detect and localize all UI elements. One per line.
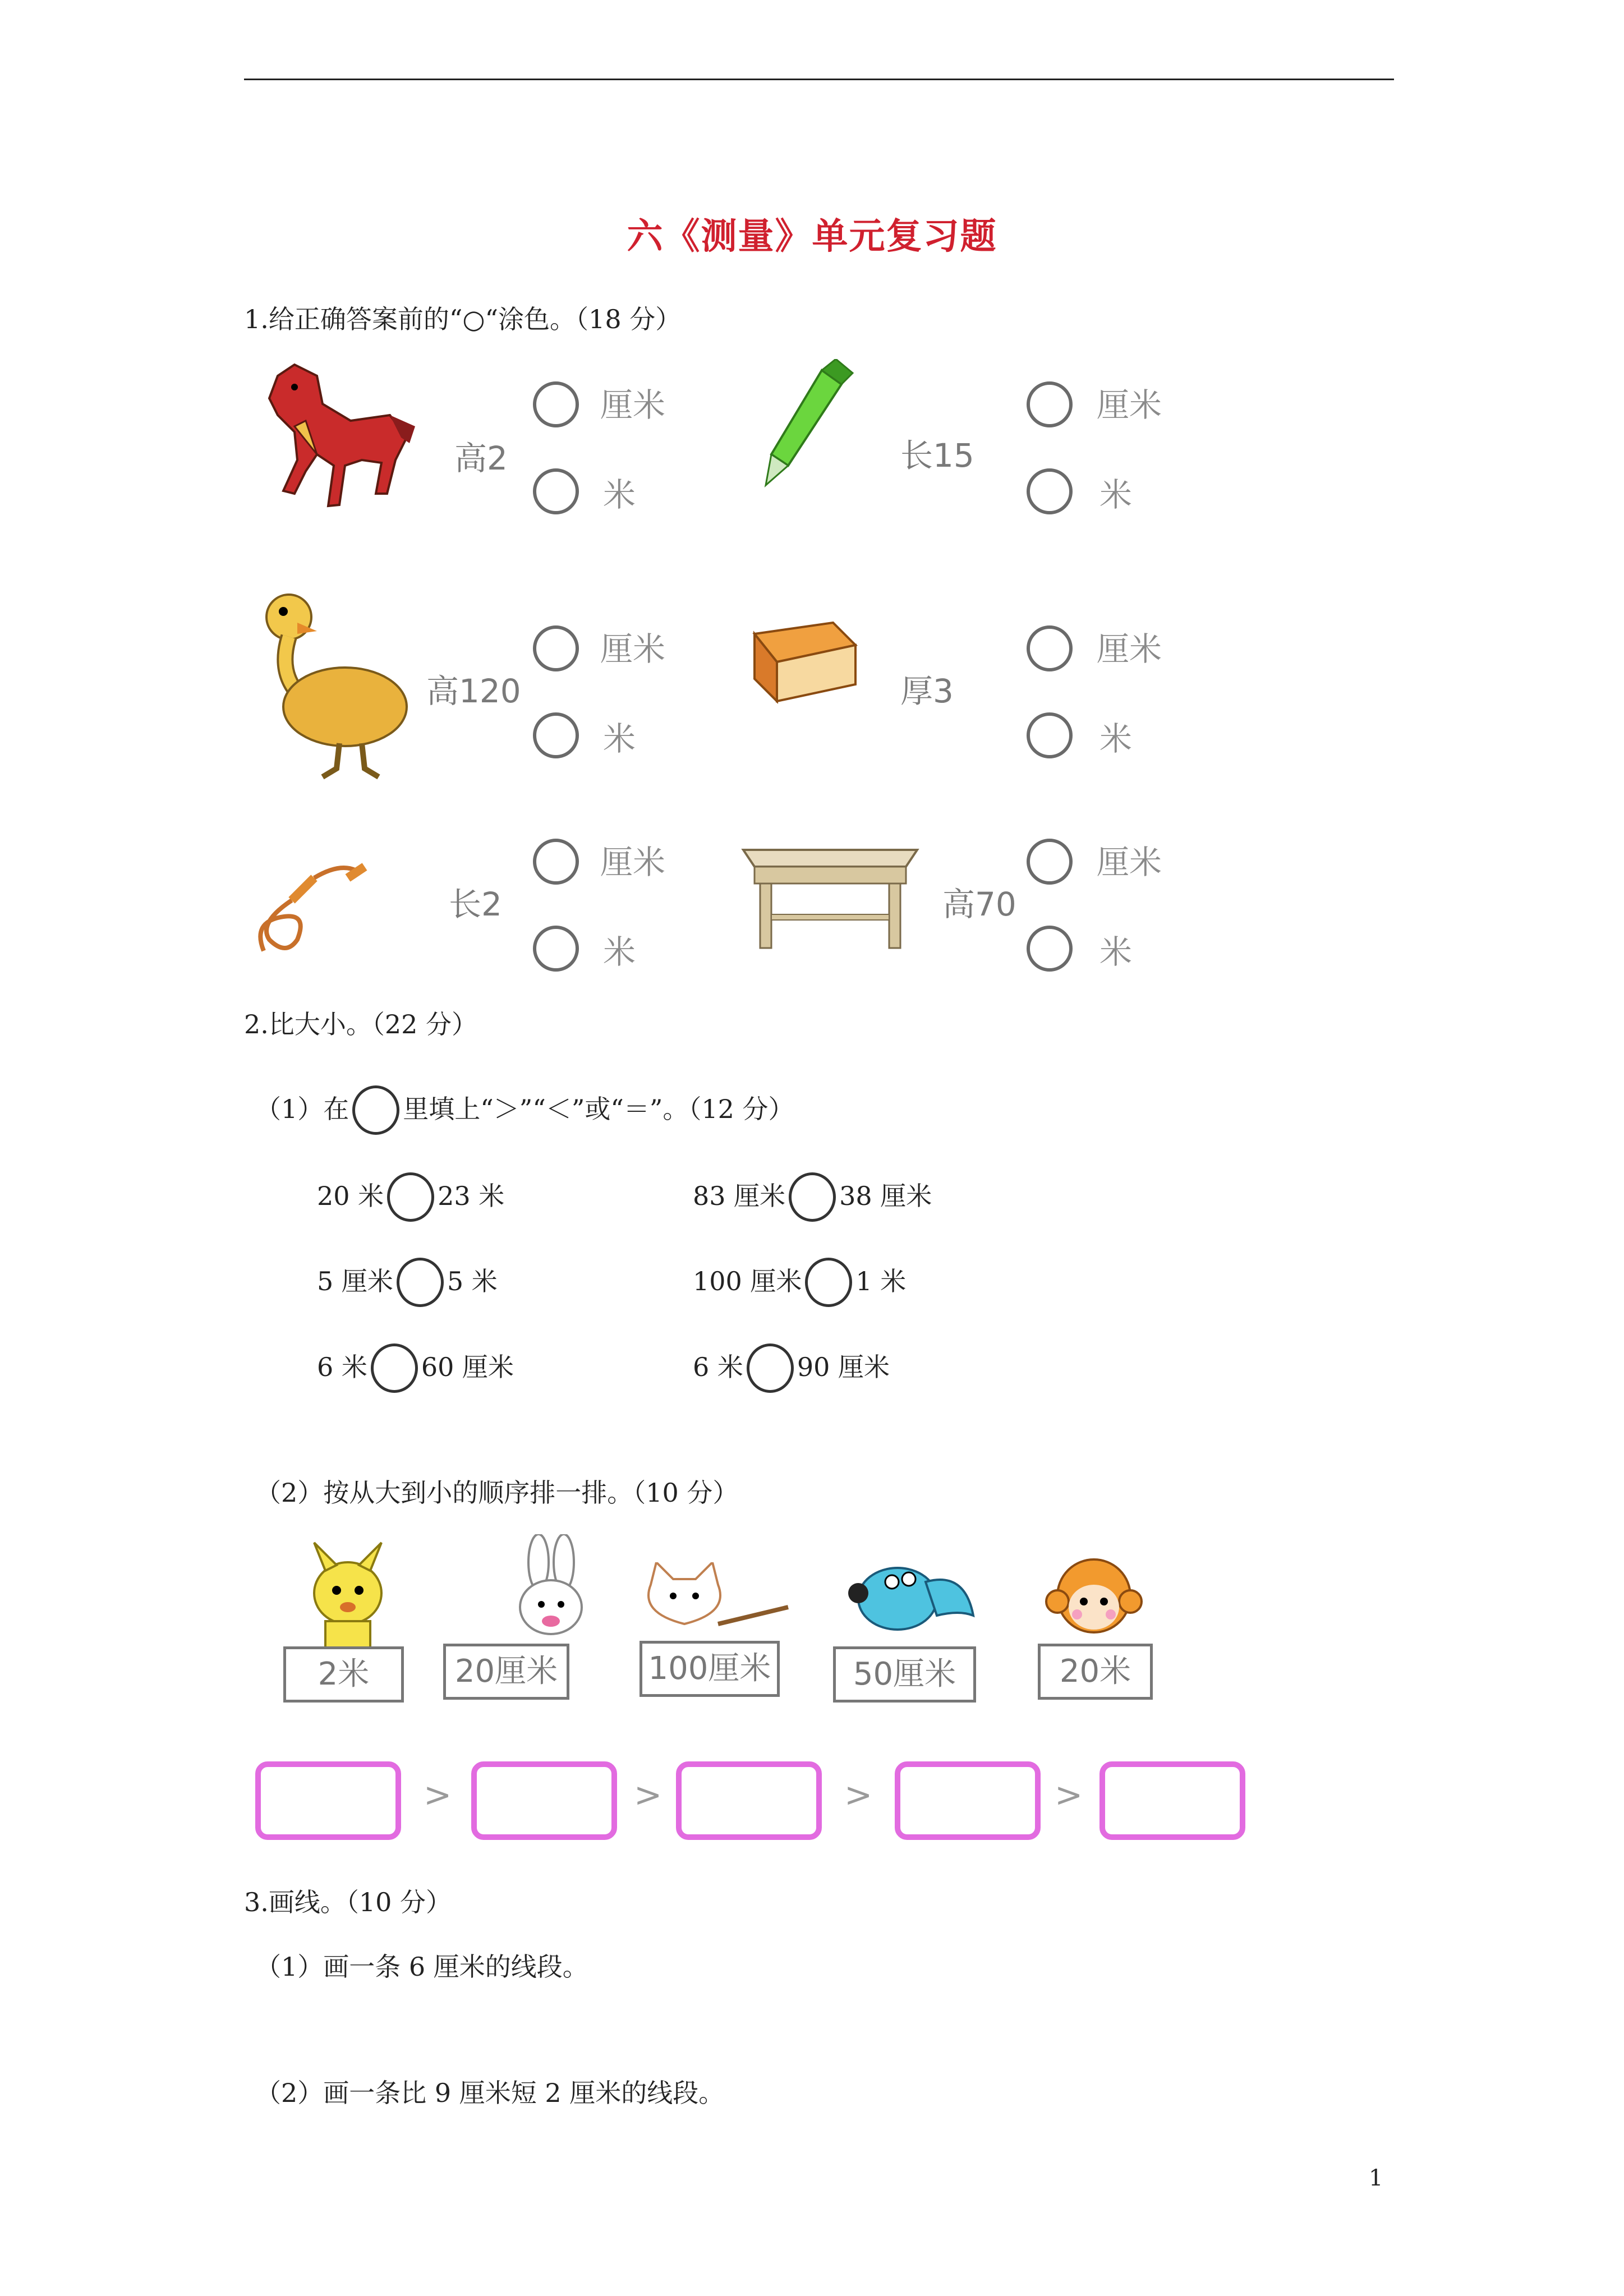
measure-horse: 高2	[454, 439, 508, 477]
option-circle-cm[interactable]	[533, 625, 579, 671]
sample-circle	[352, 1085, 399, 1135]
comparison-item: 20 米 23 米	[317, 1172, 504, 1222]
answer-box[interactable]	[1099, 1761, 1245, 1840]
table-icon	[738, 841, 923, 954]
option-circle-m[interactable]	[533, 712, 579, 758]
dog-icon	[292, 1537, 404, 1655]
option-label-cm: 厘米	[1097, 630, 1162, 668]
q3-part2: （2）画一条比 9 厘米短 2 厘米的线段。	[255, 2078, 725, 2108]
option-circle-m[interactable]	[1027, 926, 1073, 972]
answer-box[interactable]	[895, 1761, 1041, 1840]
answer-circle[interactable]	[789, 1172, 836, 1222]
option-label-cm: 厘米	[600, 843, 666, 881]
answer-box[interactable]	[676, 1761, 822, 1840]
answer-circle[interactable]	[387, 1172, 434, 1222]
option-circle-cm[interactable]	[1027, 381, 1073, 427]
option-circle-m[interactable]	[1027, 468, 1073, 514]
sign-label: 20厘米	[443, 1644, 569, 1700]
jump-rope-icon	[247, 855, 370, 962]
measure-jump-rope: 长2	[449, 885, 502, 923]
option-circle-cm[interactable]	[1027, 839, 1073, 885]
pen-icon	[755, 359, 855, 488]
option-circle-cm[interactable]	[1027, 625, 1073, 671]
option-label-cm: 厘米	[1097, 386, 1162, 424]
ostrich-icon	[255, 583, 424, 785]
comparison-item: 6 米 60 厘米	[317, 1343, 514, 1393]
option-circle-cm[interactable]	[533, 381, 579, 427]
measure-pen: 长15	[900, 436, 974, 475]
greater-than-sign: >	[424, 1775, 452, 1815]
option-circle-cm[interactable]	[533, 839, 579, 885]
answer-box[interactable]	[471, 1761, 617, 1840]
page-title: 六《测量》单元复习题	[627, 215, 997, 257]
option-label-m: 米	[603, 933, 636, 971]
q3-heading: 3.画线。（10 分）	[244, 1887, 452, 1917]
q2-heading: 2.比大小。（22 分）	[244, 1009, 478, 1039]
measure-book: 厚3	[900, 672, 954, 710]
q2-part1-instruction: （1）在 里填上“＞”“＜”或“＝”。（12 分）	[255, 1085, 794, 1135]
answer-box[interactable]	[255, 1761, 401, 1840]
header-rule	[244, 79, 1394, 80]
cat-icon	[634, 1562, 791, 1646]
q3-part1: （1）画一条 6 厘米的线段。	[255, 1952, 588, 1982]
comparison-item: 83 厘米 38 厘米	[693, 1172, 932, 1222]
page-number: 1	[1369, 2165, 1383, 2191]
sign-label: 100厘米	[640, 1641, 780, 1697]
option-label-m: 米	[1099, 933, 1133, 971]
option-circle-m[interactable]	[1027, 712, 1073, 758]
measure-ostrich: 高120	[426, 672, 521, 710]
comparison-item: 5 厘米 5 米	[317, 1258, 498, 1307]
option-circle-m[interactable]	[533, 468, 579, 514]
answer-circle[interactable]	[747, 1343, 794, 1393]
option-label-cm: 厘米	[1097, 843, 1162, 881]
option-label-cm: 厘米	[600, 386, 666, 424]
q2-part2-instruction: （2）按从大到小的顺序排一排。（10 分）	[255, 1478, 739, 1508]
rabbit-icon	[499, 1534, 600, 1652]
option-label-m: 米	[1099, 476, 1133, 514]
sign-label: 20米	[1038, 1644, 1153, 1700]
comparison-item: 100 厘米 1 米	[693, 1258, 906, 1307]
greater-than-sign: >	[844, 1775, 873, 1815]
option-label-cm: 厘米	[600, 630, 666, 668]
puppy-icon	[836, 1548, 976, 1649]
greater-than-sign: >	[634, 1775, 663, 1815]
q1-heading: 1.给正确答案前的“○“涂色。（18 分）	[244, 304, 682, 334]
book-icon	[743, 617, 861, 712]
monkey-icon	[1043, 1548, 1144, 1649]
option-circle-m[interactable]	[533, 926, 579, 972]
option-label-m: 米	[603, 720, 636, 758]
comparison-item: 6 米 90 厘米	[693, 1343, 890, 1393]
answer-circle[interactable]	[371, 1343, 418, 1393]
sign-label: 2米	[283, 1646, 404, 1703]
horse-icon	[255, 353, 424, 522]
option-label-m: 米	[1099, 720, 1133, 758]
greater-than-sign: >	[1055, 1775, 1083, 1815]
sign-label: 50厘米	[833, 1646, 976, 1703]
option-label-m: 米	[603, 476, 636, 514]
measure-table: 高70	[942, 885, 1016, 923]
answer-circle[interactable]	[397, 1258, 444, 1307]
answer-circle[interactable]	[805, 1258, 852, 1307]
